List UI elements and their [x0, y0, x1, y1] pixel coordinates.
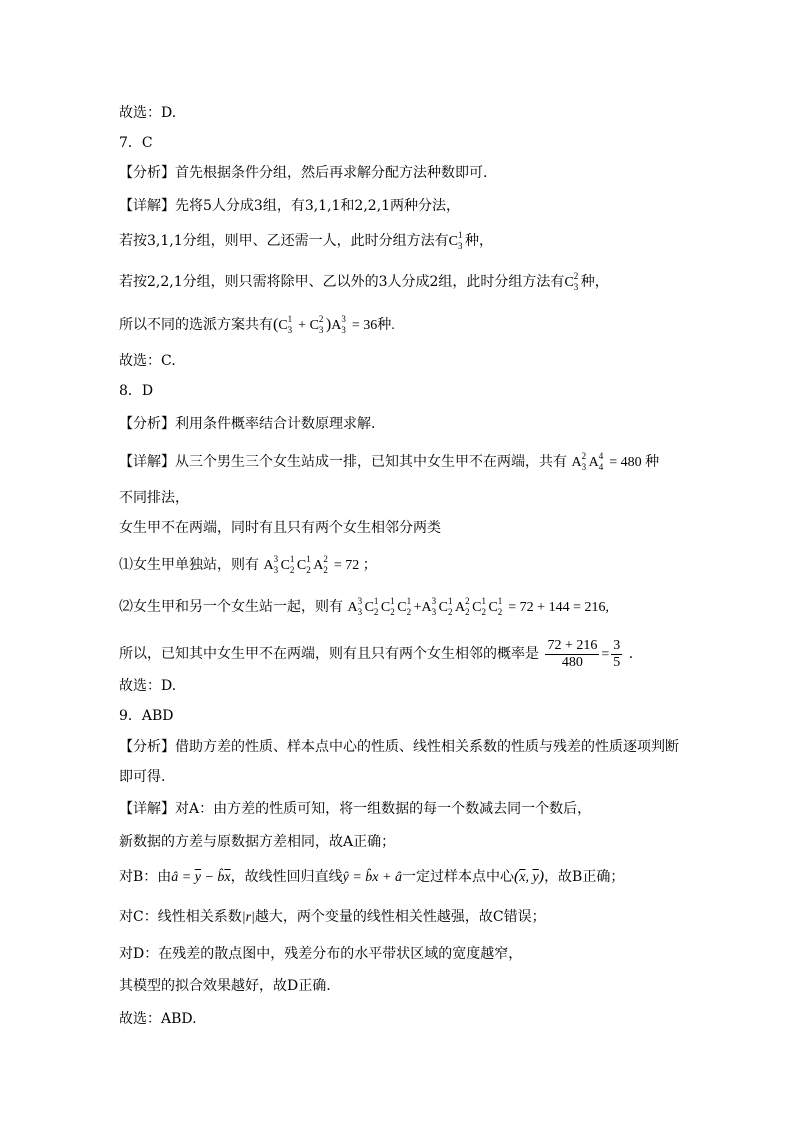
detail-8-case-2 [119, 597, 609, 618]
text: = 36种. [351, 318, 395, 333]
formula-case-2: A 3 3 C 1 2 C 1 2 C 1 2 +A 3 3 C 1 2 A 2 2 C 1 2 C 1 2 [347, 596, 503, 617]
text: 所以，已知其中女生甲不在两端，则有且只有两个女生相邻的概率是 [119, 646, 539, 662]
detail-7-result [119, 315, 395, 336]
text: = 480 种 [609, 455, 660, 470]
detail-9-d: 对D：在残差的散点图中，残差分布的水平带状区域的宽度越窄， [119, 946, 523, 962]
text: ，故B正确； [544, 869, 625, 885]
analysis-9: 【分析】借助方差的性质、样本点中心的性质、线性相关系数的性质与残差的性质逐项判断 [119, 739, 679, 755]
detail-7-case-1 [119, 231, 493, 252]
detail-8-probability [119, 634, 633, 675]
text: . [628, 646, 634, 662]
fraction-denominator: 5 [613, 654, 621, 670]
detail-8-cont: 不同排法， [119, 490, 189, 506]
answer-line: 故选：D. [119, 678, 177, 694]
formula-a-hat: â = $\overline{y}$ − $b̂\overline{x}$ [171, 870, 231, 885]
text: 种， [464, 233, 493, 249]
text: 若按2,2,1分组，则只需将除甲、乙以外的3人分成2组，此时分组方法有 [119, 274, 565, 290]
detail-7-case-2 [119, 272, 609, 293]
analysis-7: 【分析】首先根据条件分组，然后再求解分配方法种数即可. [119, 165, 488, 181]
formula-c32: C 2 3 [564, 271, 579, 292]
fraction-numerator: 72 + 216 [547, 637, 598, 653]
formula-scheme-count: (C 1 3 + C 2 3 )A 3 3 [273, 314, 346, 335]
formula-c31: C 1 3 [448, 230, 463, 251]
text: 越大，两个变量的线性相关性越强，故C错误； [254, 909, 546, 925]
text: ，故线性回归直线 [230, 869, 343, 885]
detail-8-classify: 女生甲不在两端，同时有且只有两个女生相邻分两类 [119, 520, 441, 536]
formula-a22a44: A 2 3 A 4 4 [571, 451, 604, 472]
formula-case-1: A 3 3 C 1 2 C 1 2 A 2 2 [263, 554, 328, 575]
text: = 72 + 144 = 216, [508, 600, 609, 615]
detail-7: 【详解】先将5人分成3组，有3,1,1和2,2,1两种分法， [119, 198, 461, 214]
text: = 72 ； [333, 558, 377, 573]
fraction-1 [545, 638, 599, 671]
text: 若按3,1,1分组，则甲、乙还需一人，此时分组方法有 [119, 233, 449, 249]
answer-line: 故选：D. [119, 105, 177, 121]
formula-sample-center: ($\overline{x}$, $\overline{y}$) [513, 868, 545, 885]
text: 一定过样本点中心 [401, 869, 514, 885]
text: 对B：由 [119, 869, 172, 885]
text: ⑴女生甲单独站，则有 [119, 557, 259, 573]
formula-regression-line: ŷ = b̂x + â [342, 870, 402, 885]
text: 种， [580, 274, 609, 290]
text: 对C：线性相关系数 [119, 909, 242, 925]
detail-9-a: 【详解】对A：由方差的性质可知，将一组数据的每一个数减去同一个数后， [119, 801, 592, 817]
fraction-denominator: 480 [561, 654, 583, 670]
text: 所以不同的选派方案共有 [119, 317, 273, 333]
detail-9-a-cont: 新数据的方差与原数据方差相同，故A正确； [119, 834, 396, 850]
detail-9-d-cont: 其模型的拟合效果越好，故D正确. [119, 978, 331, 994]
analysis-9-cont: 即可得. [119, 769, 166, 785]
detail-8 [119, 452, 659, 473]
detail-9-b [119, 867, 624, 888]
fraction-2 [611, 638, 622, 671]
detail-8-case-1 [119, 555, 377, 576]
detail-9-c [119, 907, 546, 928]
question-number-9: 9．ABD [119, 708, 174, 724]
question-number-7: 7．C [119, 135, 153, 151]
equals-sign: = [601, 647, 610, 662]
answer-line: 故选：ABD. [119, 1011, 197, 1027]
analysis-8: 【分析】利用条件概率结合计数原理求解. [119, 416, 376, 432]
formula-abs-r: |r| [241, 910, 255, 925]
question-number-8: 8．D [119, 383, 154, 399]
fraction-numerator: 3 [613, 637, 621, 653]
answer-line: 故选：C. [119, 353, 176, 369]
text: ⑵女生甲和另一个女生站一起，则有 [119, 599, 343, 615]
text: 【详解】从三个男生三个女生站成一排，已知其中女生甲不在两端，共有 [119, 454, 567, 470]
